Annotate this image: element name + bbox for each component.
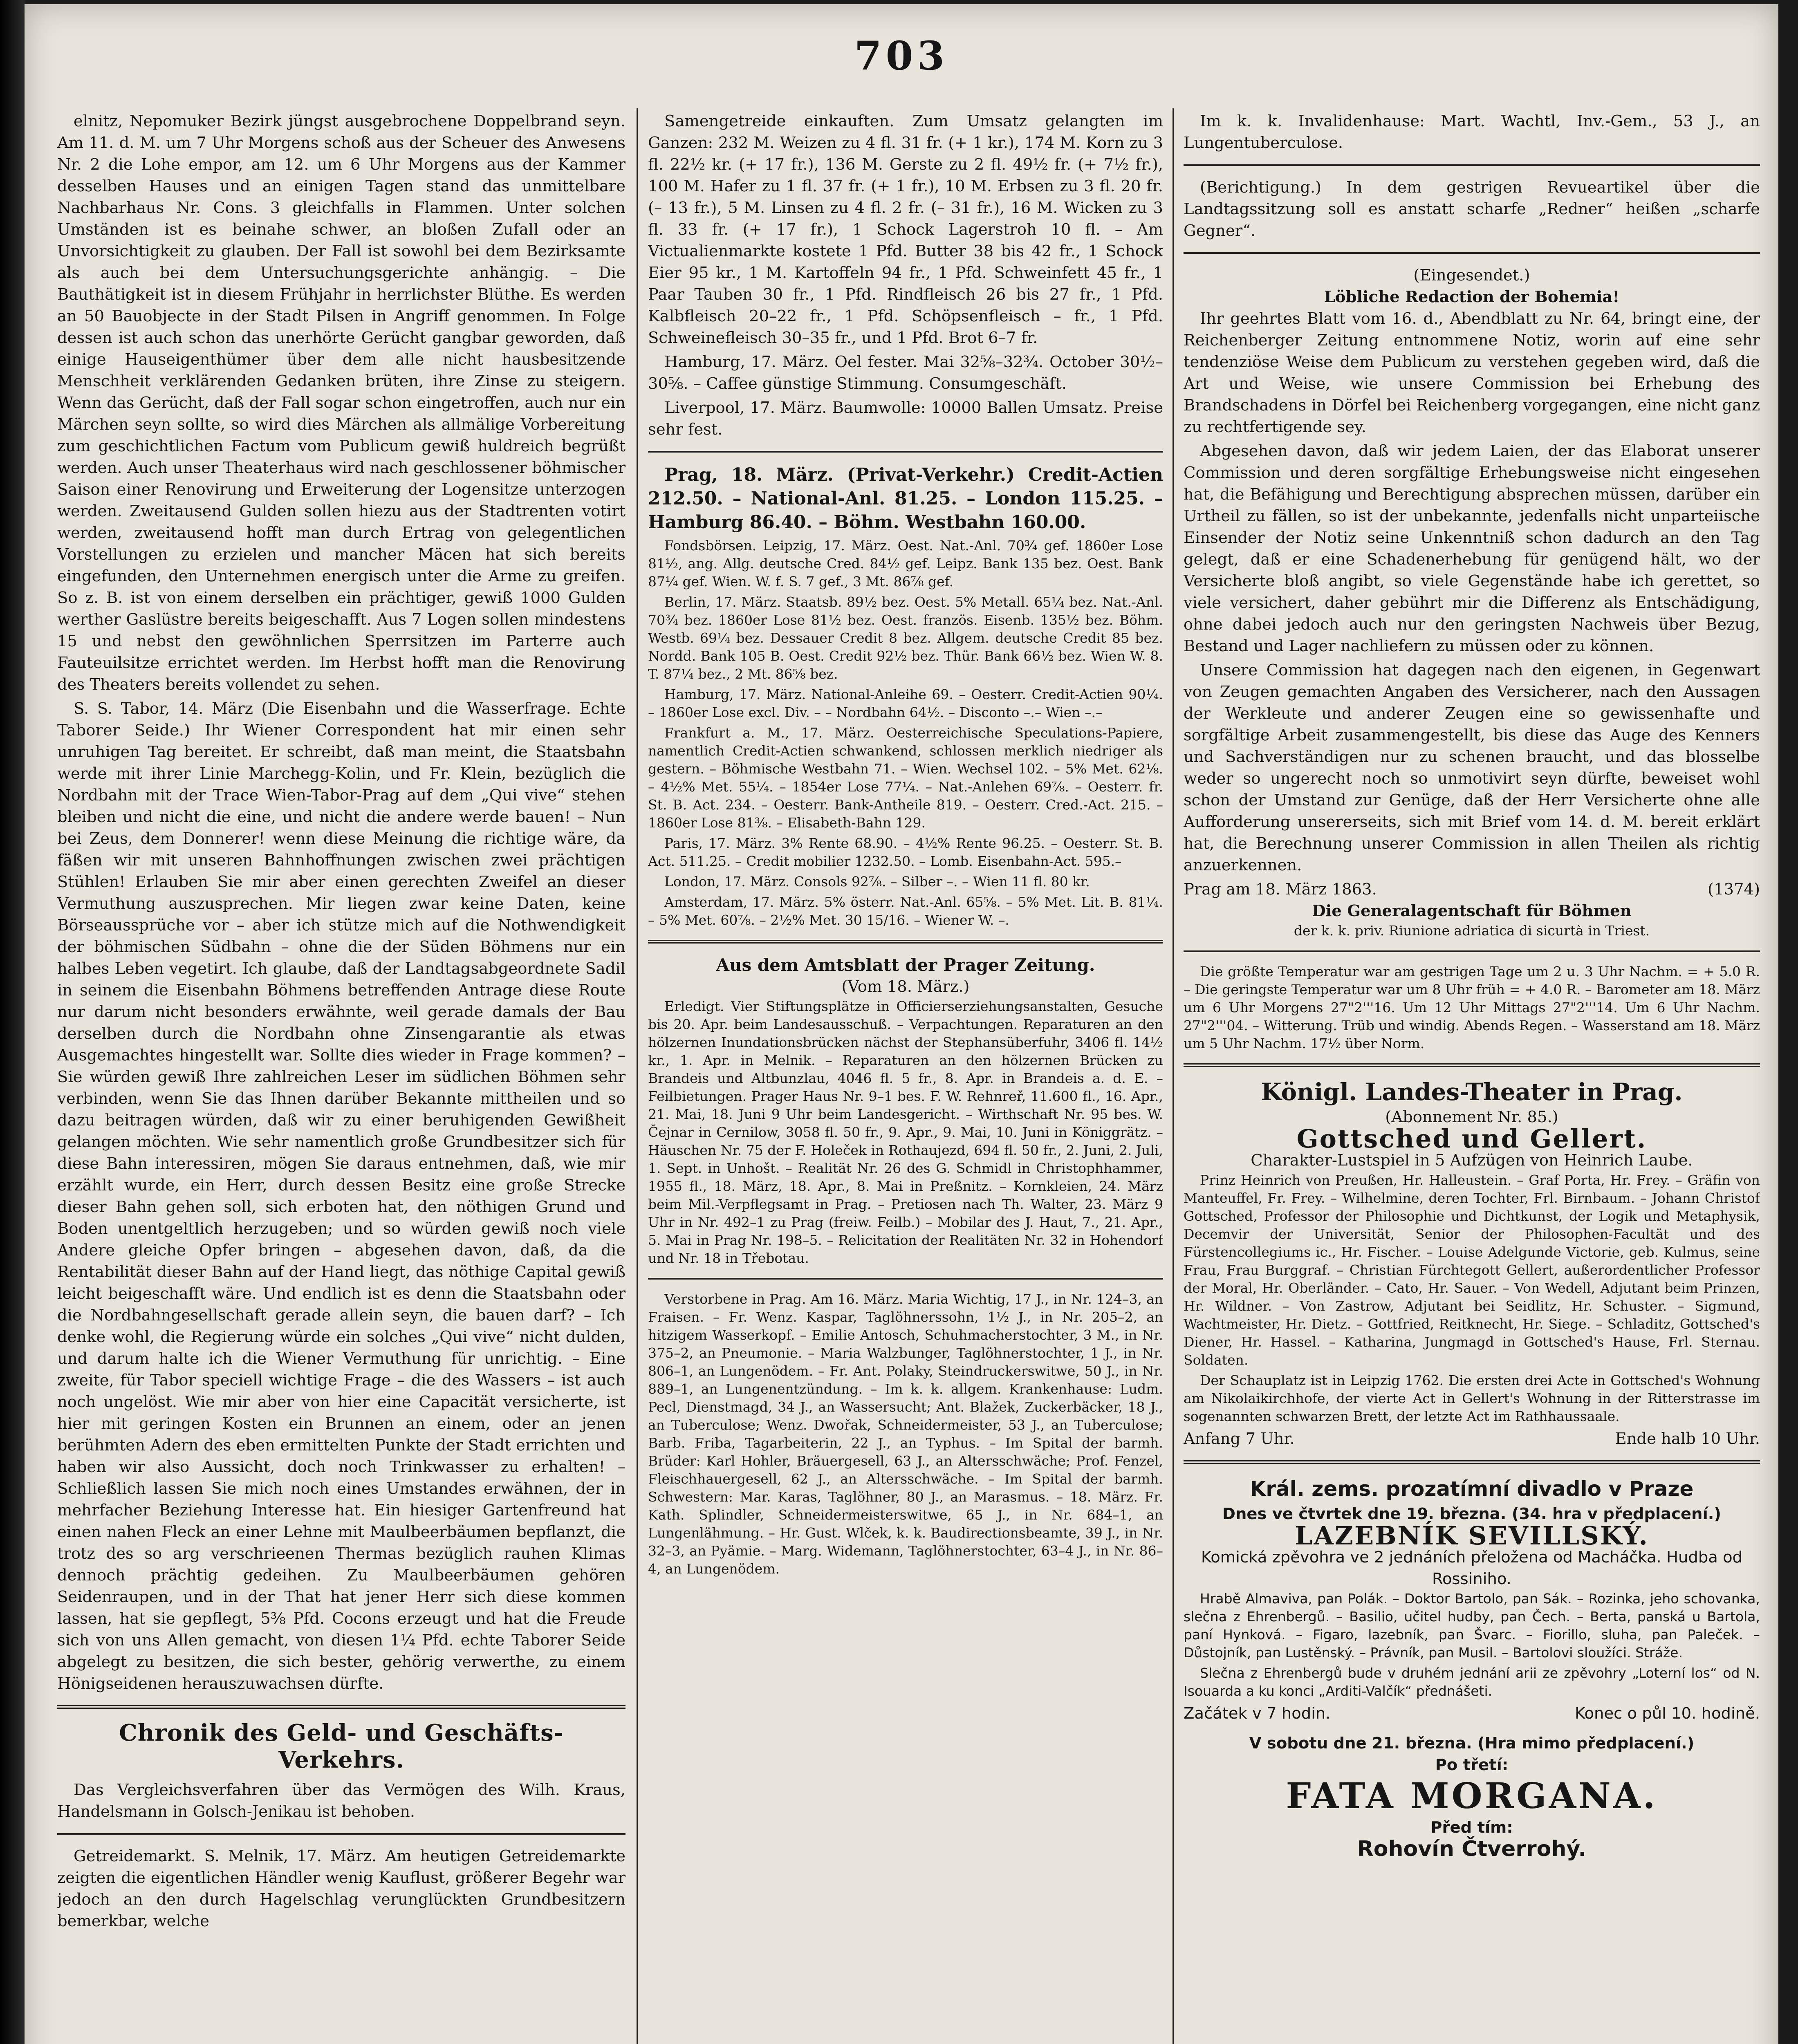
amtsblatt-notices: Erledigt. Vier Stiftungsplätze in Officierserziehungsanstalten, Gesuche bis 20. Apr. beim Landesausschuß. – Verpachtungen. Reparaturen an den hölzernen Inundationsbrücken nächst der Stephansüberfuhr, 3406 fl. 14½ kr., 1. Apr. in Melnik. – Reparaturen an den hölzernen Brücken zu Brandeis und Altbunzlau, 4046 fl. 5 fr., 8. Apr. in Brandeis a. d. E. – Feilbietungen. Prager Haus Nr. 9–1 bes. F. W. Rehnreř, 11.600 fl., 16. Apr., 21. Mai, 18. Juni 9 Uhr beim Landesgericht. – Wirthschaft Nr. 95 bes. W. Čejnar in Cernilow, 3058 fl. 50 fr., 9. Apr., 9. Mai, 10. Juni in Königgrätz. – Häuschen Nr. 75 der F. Holeček in Rothaujezd, 694 fl. 50 fr., 2. Juni, 2. Juli, 1. Sept. in Unhošt. – Realität Nr. 26 des G. Schmidl in Christophhammer, 1955 fl., 18. März, 18. Apr., 8. Mai in Preßnitz. – Kornkleien, 24. März beim Mil.-Verpflegsamt in Prag. – Pretiosen nach Th. Walter, 23. März 9 Uhr in Nr. 492–1 zu Prag (freiw. Feilb.) – Mobilar des J. Haut, 7., 21. Apr., 5. Mai in Prag Nr. 198–5. – Relicitation der Realitäten Nr. 32 in Hohendorf und Nr. 18 in Třebotau. [648,998,1163,1266]
section-divider [1184,1460,1760,1464]
section-divider [57,1705,625,1709]
theatre-name: Königl. Landes-Theater in Prag. [1261,1078,1683,1106]
column-3 [1184,110,1760,2044]
newspaper-page [25,4,1778,2044]
play-end: Konec o půl 10. hodině. [1575,1704,1760,1723]
divider [1184,252,1760,254]
section-divider [1184,1063,1760,1067]
page-number: 703 [854,33,949,79]
divider [648,451,1163,453]
column-1 [57,110,625,2044]
bourse-amsterdam: Amsterdam, 17. März. 5% österr. Nat.-Anl. 65⅝. – 5% Met. Lit. B. 81¼. – 5% Met. 60⅞. – 2½% Met. 30 15/16. – Wiener W. –. [648,894,1163,928]
redaction-salutation: Löbliche Redaction der Bohemia! [1324,288,1620,306]
market-liverpool: Liverpool, 17. März. Baumwolle: 10000 Ballen Umsatz. Preise sehr fest. [648,399,1163,439]
divider [648,1278,1163,1280]
play-times-lazebnik [1184,1703,1760,1724]
divider [1184,164,1760,166]
bourse-berlin: Berlin, 17. März. Staatsb. 89½ bez. Oest. 5% Metall. 65¼ bez. Nat.-Anl. 70¾ bez. 1860er Lose 81½ bez. Oest. französ. Eisenb. 135½ bez. Böhm. Westb. 69¼ bez. Dessauer Credit 8 bez. Allgem. deutsche Credit 85 bez. Nordd. Bank 105 B. Oest. Credit 92½ bez. Thür. Bank 66½ bez. Wien W. 8. T. 87¼ bez., 2 Mt. 86⅝ bez. [648,594,1163,682]
signoff-organisation-sub: der k. k. priv. Riunione adriatica di sicurtà in Triest. [1294,923,1650,939]
article-tabor: S. S. Tabor, 14. März (Die Eisenbahn und die Wasserfrage. Echte Taborer Seide.) Ihr Wiener Correspondent hat mir einen sehr unruhigen Tag bereitet. Er schreibt, daß man meint, die Staatsbahn werde mit ihrer Linie Marchegg-Kolin, und Fr. Klein, bezüglich die Nordbahn mit der Trace Wien-Tabor-Prag auf dem „Qui vive“ stehen bleiben und nicht die eine, und nicht die andere werde bauen! – Nun bei Zeus, dem Donnerer! wenn diese Meinung die richtige wäre, da fäßen wir mit unseren Bahnhoffnungen zwischen zwei prächtigen Stühlen! Erlauben Sie mir aber einen gerechten Zweifel an dieser Vermuthung auszusprechen. Mir liegen zwar keine Daten, keine Börseaussprüche vor – aber ich stütze mich auf die Nothwendigkeit der böhmischen Südbahn – ohne die der Süden Böhmens nur ein halbes Leben vegetirt. Ich glaube, daß der Landtagsabgeordnete Sadil in seinem die Eisenbahn Böhmens betreffenden Antrage diese Route nur darum nicht besonders erwähnte, weil gerade damals der Bau derselben durch die Nordbahn ohne Zinsengarantie als etwas Ausgemachtes hingestellt war. Sollte dies wieder in Frage kommen? – Sie würden gewiß Ihre zahlreichen Leser im südlichen Böhmen sehr verbinden, wenn Sie das Ihnen darüber Bekannte mittheilen und so dazu beitragen würden, daß wir zu einer beruhigenden Gewißheit gelangen möchten. Wie sehr namentlich große Grundbesitzer sich für diese Bahn interessiren, mögen Sie daraus entnehmen, daß, wie mir erzählt wurde, ein Herr, durch dessen Besitz eine große Strecke dieser Bahn gehen soll, sich erboten hat, den nöthigen Grund und Boden unentgeltlich herzugeben; und so würden gewiß noch viele Andere gleiche Opfer bringen – abgesehen davon, daß, da die Rentabilität dieser Bahn auf der Hand liegt, das nöthige Capital gewiß leicht beigeschafft wäre. Und endlich ist es denn die Staatsbahn oder die Nordbahngesellschaft gerade allein seyn, die bauen darf? – Ich denke wohl, die Regierung würde ein solches „Qui vive“ nicht dulden, und darum halte ich die Wiener Vermuthung für unrichtig. – Eine zweite, für Tabor speciell wichtige Frage – die des Wassers – ist auch noch ungelöst. Wie mir aber von hier eine Capacität versicherte, ist hier mit geringen Kosten ein Brunnen an einem, oder an jenen berühmten Adern des eben ermittelten Punkte der Stadt errichten und haben wir also Aussicht, doch noch Trinkwasser zu erhalten! – Schließlich lassen Sie mich noch eines Umstandes erwähnen, der in mehrfacher Beziehung Interesse hat. Ein hiesiger Gartenfreund hat einen nahen Fleck an einer Lehne mit Maulbeerbäumen bepflanzt, die trotz des so arg verschrieenen Thermas bezüglich rauhen Klimas dennoch prächtig gedeihen. Zu Maulbeerbäumen gehören Seidenraupen, und in der That hat jener Herr sich diese kommen lassen, hat sie gepflegt, 5⅜ Pfd. Cocons erzeugt und hat die Freude sich von uns Allen gemacht, von diesen 1¼ Pfd. echte Taborer Seide abgelegt zu besitzen, die sich bester, gehörig verwerthe, zu einem Hönigseidenen herauszuwachsen dürfte. [57,699,625,1693]
bourse-hamburg: Hamburg, 17. März. National-Anleihe 69. – Oesterr. Credit-Actien 90¼. – 1860er Lose excl. Div. – – Nordbahn 64½. – Disconto –.– Wien –.– [648,686,1163,720]
play-title-gottsched: Gottsched und Gellert. [1296,1124,1647,1154]
deaths-invalidenhaus: Im k. k. Invalidenhause: Mart. Wachtl, Inv.-Gem., 53 J., an Lungentuberculose. [1184,112,1760,152]
play-note-lazebnik: Slečna z Ehrenbergů bude v druhém jednání arii ze zpěvohry „Loterní los“ od N. Isouarda a ku konci „Arditi-Valčík“ přednášeti. [1184,1665,1760,1699]
column-divider [1173,108,1174,2044]
signoff-place: Prag am 18. März 1863. [1184,880,1377,899]
section-heading-chronik: Chronik des Geld- und Geschäfts-Verkehrs. [119,1719,564,1773]
czech-theatre-name: Král. zems. prozatímní divadlo v Praze [1250,1477,1694,1501]
market-continued: Samengetreide einkauften. Zum Umsatz gelangten im Ganzen: 232 M. Weizen zu 4 fl. 31 fr. (+ 1 kr.), 174 M. Korn zu 3 fl. 22½ kr. (+ 17 fr.), 136 M. Gerste zu 2 fl. 49½ fr. (+ 7½ fr.), 100 M. Hafer zu 1 fl. 37 fr. (+ 1 fr.), 10 M. Erbsen zu 3 fl. 20 fr. (– 13 fr.), 5 M. Linsen zu 4 fl. 2 fr. (– 31 fr.), 16 M. Wicken zu 3 fl. 33 fr. (+ 17 fr.), 1 Schock Lagerstroh 10 fl. – Am Victualienmarkte kostete 1 Pfd. Butter 38 bis 42 fr., 1 Schock Eier 95 kr., 1 M. Kartoffeln 94 fr., 1 Pfd. Schweinfett 45 fr., 1 Paar Tauben 30 fr., 1 Pfd. Rindfleisch 26 bis 27 fr., 1 Pfd. Kalbfleisch 20–22 fr., 1 Pfd. Schöpsenfleisch – fr., 1 Pfd. Schweinefleisch 30–35 fr., und 1 Pfd. Brot 6–7 fr. [648,112,1163,347]
market-hamburg: Hamburg, 17. März. Oel fester. Mai 32⅝–32¾. October 30½–30⅝. – Caffee günstige Stimmung. Consumgeschäft. [648,353,1163,393]
czech-theatre-date: Dnes ve čtvrtek dne 19. března. (34. hra v předplacení.) [1222,1505,1721,1523]
bourse-paris: Paris, 17. März. 3% Rente 68.90. – 4½% Rente 96.25. – Oesterr. St. B. Act. 511.25. – Credit mobilier 1232.50. – Lomb. Eisenbahn-Act. 595.– [648,835,1163,869]
bourse-frankfurt: Frankfurt a. M., 17. März. Oesterreichische Speculations-Papiere, namentlich Credit-Actien schwankend, schlossen merklich niedriger als gestern. – Böhmische Westbahn 71. – Wien. Wechsel 102. – 5% Met. 62⅛. – 4½% Met. 55¼. – 1854er Lose 77¼. – Nat.-Anlehen 69⅞. – Oesterr. fr. St. B. Act. 234. – Oesterr. Bank-Antheile 819. – Oesterr. Cred.-Act. 215. – 1860er Lose 81⅜. – Elisabeth-Bahn 129. [648,725,1163,831]
play-subtitle-gottsched: Charakter-Lustspiel in 5 Aufzügen von Heinrich Laube. [1251,1151,1693,1170]
play-title-fata-morgana: FATA MORGANA. [1286,1775,1658,1817]
amtsblatt-date: (Vom 18. März.) [841,977,970,996]
column-divider [637,108,638,2044]
page-gutter-shadow [0,0,25,2044]
section-heading-amtsblatt: Aus dem Amtsblatt der Prager Zeitung. [716,955,1095,975]
play-end: Ende halb 10 Uhr. [1615,1430,1760,1448]
play-title-lazebnik: LAZEBNÍK SEVILLSKÝ. [1295,1521,1649,1551]
weather-report: Die größte Temperatur war am gestrigen Tage um 2 u. 3 Uhr Nachm. = + 5.0 R. – Die geringste Temperatur war um 8 Uhr früh = + 4.0 R. – Barometer am 18. März um 6 Uhr Morgens 27"2'''16. Um 12 Uhr Mittags 27"2'''14. Um 6 Uhr Nachm. 27"2'''04. – Witterung. Trüb und windig. Abends Regen. – Wasserstand am 18. März um 5 Uhr Nachm. 17½ über Norm. [1184,964,1760,1051]
play-times-gottsched [1184,1428,1760,1450]
notice-vergleich: Das Vergleichsverfahren über das Vermögen des Wilh. Kraus, Handelsmann in Golsch-Jenikau ist behoben. [57,1781,625,1821]
article-pilsen: elnitz, Nepomuker Bezirk jüngst ausgebrochene Doppelbrand seyn. Am 11. d. M. um 7 Uhr Morgens schoß aus der Scheuer des Anwesens Nr. 2 die Lohe empor, am 12. um 6 Uhr Morgens aus der Kammer desselben Hauses und an einigen Tagen stand das unmittelbare Nachbarhaus Nr. Cons. 3 gleichfalls in Flammen. Unter solchen Umständen ist es beinahe schwer, an bloßen Zufall oder an Unvorsichtigkeit zu glauben. Der Fall ist sowohl bei dem Bezirksamte als auch bei dem Untersuchungsgerichte anhängig. – Die Bauthätigkeit ist in diesem Frühjahr in herrlichster Blüthe. Es werden an 50 Bauobjecte in der Stadt Pilsen in Angriff genommen. In Folge dessen ist auch schon das unerhörte Gerücht gangbar geworden, daß einige Hauseigenthümer über dem alle nicht hausbesitzende Menschheit verklärenden Gedanken brüten, ihre Zinse zu steigern. Wenn das Gerücht, daß der Fall sogar schon eingetroffen, auch nur ein Märchen seyn sollte, so wird dies Märchen als allmälige Vorbereitung zum geschichtlichen Factum vom Publicum gewiß huldreich begrüßt werden. Auch unser Theaterhaus wird nach geschlossener böhmischer Saison einer Renovirung und Erweiterung der Logensitze unterzogen werden. Zweitausend Gulden sollen hiezu aus der Stadtrenten votirt werden, zweitausend hofft man durch Ertrag von gelegentlichen Vorstellungen zu erzielen und mancher Mäcen hat sich bereits eingefunden, den Unternehmen energisch unter die Arme zu greifen. So z. B. ist von einem derselben ein prächtiger, gewiß 1000 Gulden werther Gaslüstre bereits beigeschafft. Aus 7 Logen sollen mindestens 15 und nebst den gewöhnlichen Sperrsitzen im Parterre auch Fauteuilsitze errichtet werden. Im Herbst hofft man die Renovirung des Theaters bereits vollendet zu sehen. [57,112,625,694]
signoff-organisation: Die Generalagentschaft für Böhmen [1312,902,1632,920]
divider [1184,950,1760,952]
bourse-london: London, 17. März. Consols 92⅞. – Silber –. – Wien 11 fl. 80 kr. [664,874,1090,890]
play-start: Začátek v 7 hodin. [1184,1704,1331,1723]
deaths-list: Verstorbene in Prag. Am 16. März. Maria Wichtig, 17 J., in Nr. 124–3, an Fraisen. – Fr. Wenz. Kaspar, Taglöhnerssohn, 1½ J., in Nr. 205–2, an hitzigem Wasserkopf. – Emilie Antosch, Schuhmacherstochter, 3 M., in Nr. 375–2, an Pneumonie. – Maria Walzbunger, Taglöhnerstochter, 1 J., in Nr. 806–1, an Lungenödem. – Fr. Ant. Polaky, Steindruckerswitwe, 50 J., in Nr. 889–1, an Lungenentzündung. – Im k. k. allgem. Krankenhause: Ludm. Pecl, Dienstmagd, 34 J., an Wassersucht; Ant. Blažek, Zuckerbäcker, 18 J., an Tuberculose; Wenz. Dwořak, Schneidermeister, 53 J., an Tuberculose; Barb. Friba, Tagarbeiterin, 22 J., an Typhus. – Im Spital der barmh. Brüder: Karl Hohler, Bräuergesell, 63 J., an Altersschwäche; Prof. Fenzel, Fleischhauergesell, 62 J., an Altersschwäche. – Im Spital der barmh. Schwestern: Mar. Karas, Taglöhner, 80 J., an Marasmus. – 18. März. Fr. Kath. Splindler, Schneidermeisterswitwe, 65 J., in Nr. 684–1, an Lungenlähmung. – Hr. Gust. Wlček, k. k. Baudirectionsbeamte, 39 J., in Nr. 32–3, an Pyämie. – Marg. Widemann, Taglöhnerstochter, 63–4 J., in Nr. 86–4, an Lungenödem. [648,1291,1163,1577]
play-subtitle-lazebnik: Komická zpěvohra ve 2 jednáních přeložena od Macháčka. Hudba od Rossiniho. [1201,1548,1743,1588]
signoff-number: (1374) [1707,880,1760,899]
next-show-label: Po třetí: [1435,1756,1509,1774]
theatre-abonnement: (Abonnement Nr. 85.) [1385,1108,1558,1126]
play-cast-gottsched: Prinz Heinrich von Preußen, Hr. Halleustein. – Graf Porta, Hr. Frey. – Gräfin von Manteuffel, Fr. Frey. – Wilhelmine, deren Tochter, Frl. Birnbaum. – Johann Christof Gottsched, Professor der Philosophie und Dichtkunst, der Logik und Metaphysik, Decemvir der Universität, Senior der Philosophen-Facultät und des Fürstencollegiums ic., Hr. Fischer. – Louise Adelgunde Victorie, geb. Kulmus, seine Frau, Frau Burggraf. – Christian Fürchtegott Gellert, außerordentlicher Professor der Moral, Hr. Oberländer. – Cato, Hr. Sauer. – Von Wedell, Adjutant beim Prinzen, Hr. Wildner. – Von Zastrow, Adjutant bei Seidlitz, Hr. Schuster. – Sigmund, Wachtmeister, Hr. Dietz. – Gottfried, Reitknecht, Hr. Siege. – Schladitz, Gottsched's Diener, Hr. Hassel. – Katharina, Jungmagd in Gottsched's Hause, Frl. Sternau. Soldaten. [1184,1172,1760,1368]
before-label: Před tím: [1430,1818,1513,1837]
column-2 [648,110,1163,2044]
play-cast-lazebnik: Hrabě Almaviva, pan Polák. – Doktor Bartolo, pan Sák. – Rozinka, jeho schovanka, slečna z Ehrenbergů. – Basilio, učitel hudby, pan Čech. – Berta, panská u Bartola, paní Hynková. – Figaro, lazebník, pan Švarc. – Fiorillo, sluha, pan Paleček. – Důstojník, pan Lustěnský. – Právník, pan Musil. – Bartolovi sloužíci. Stráže. [1184,1591,1760,1661]
eingesendet-label: (Eingesendet.) [1413,266,1530,285]
play-note-gottsched: Der Schauplatz ist in Leipzig 1762. Die ersten drei Acte in Gottsched's Wohnung am Nikolaikirchhofe, der vierte Act in Gellert's Wohnung in der Ritterstrasse im sogenannten schwarzen Brett, der letzte Act im Rathhaussaale. [1184,1372,1760,1424]
market-prag: Prag, 18. März. (Privat-Verkehr.) Credit-Actien 212.50. – National-Anl. 81.25. – London 115.25. – Hamburg 86.40. – Böhm. Westbahn 160.00. [648,464,1163,533]
play-title-rohovin: Rohovín Čtverrohý. [1357,1837,1587,1861]
letter-para-3: Unsere Commission hat dagegen nach den eigenen, in Gegenwart von Zeugen gemachten Angaben des Versicherer, nach den Aussagen der Werkleute und anderer Zeugen eine so gewissenhafte und sorgfältige Arbeit zusammengestellt, bis diese das Auge des Kenners und Sachverständigen nur zu schenen braucht, und das blosselbe weder so ungerecht noch so unmotivirt seyn dürfte, beweiset wohl schon der Umstand zur Genüge, daß der Herr Versicherte ohne alle Aufforderung unsererseits, sich mit Brief vom 14. d. M. bereit erklärt hat, die Berechnung unserer Commission in allen Theilen als richtig anzuerkennen. [1184,661,1760,874]
section-divider [648,940,1163,944]
berichtigung: (Berichtigung.) In dem gestrigen Revueartikel über die Landtagssitzung soll es anstatt scharfe „Redner“ heißen „scharfe Gegner“. [1184,178,1760,240]
letter-para-1: Ihr geehrtes Blatt vom 16. d., Abendblatt zu Nr. 64, bringt eine, der Reichenberger Zeitung entnommene Notiz, worin auf eine sehr tendenziöse Weise dem Publicum zu verstehen gegeben wird, daß die Art und Weise, wie unsere Commission bei Erhebung des Brandschadens in Dörfel bei Reichenberg vorgegangen, eine nicht ganz zu rechtfertigende sey. [1184,309,1760,436]
divider [57,1833,625,1835]
article-getreidemarkt: Getreidemarkt. S. Melnik, 17. März. Am heutigen Getreidemarkte zeigten die eigentlichen Händler wenig Kauflust, größerer Begehr war jedoch an den durch Hagelschlag verunglückten Grundbesitzern bemerkbar, welche [57,1847,625,1930]
next-show-date: V sobotu dne 21. března. (Hra mimo předplacení.) [1249,1734,1695,1753]
letter-para-2: Abgesehen davon, daß wir jedem Laien, der das Elaborat unserer Commission und deren sorgfältige Erhebungsweise nicht eingesehen hat, die Befähigung und Berechtigung absprechen müssen, darüber ein Urtheil zu fällen, so ist der unbekannte, jedenfalls nicht unparteiische Einsender der Notiz seine Unkenntniß schon dadurch an den Tag gelegt, daß er eine Schadenerhebung für genügend hält, wo der Versicherte bloß angibt, so viele Gegenstände habe ich gerettet, so viele versichert, daher gebührt mir die Differenz als Entschädigung, ohne dabei jedoch auch nur den geringsten Nachweis über Bezug, Bestand und Lager nachliefern zu müssen oder zu können. [1184,442,1760,655]
play-start: Anfang 7 Uhr. [1184,1430,1295,1448]
bourse-leipzig: Fondsbörsen. Leipzig, 17. März. Oest. Nat.-Anl. 70¾ gef. 1860er Lose 81½, ang. Allg. deutsche Cred. 84½ gef. Leipz. Bank 135 bez. Oest. Bank 87¼ gef. Wien. W. f. S. 7 gef., 3 Mt. 86⅞ gef. [648,538,1163,589]
letter-signoff-row [1184,879,1760,900]
